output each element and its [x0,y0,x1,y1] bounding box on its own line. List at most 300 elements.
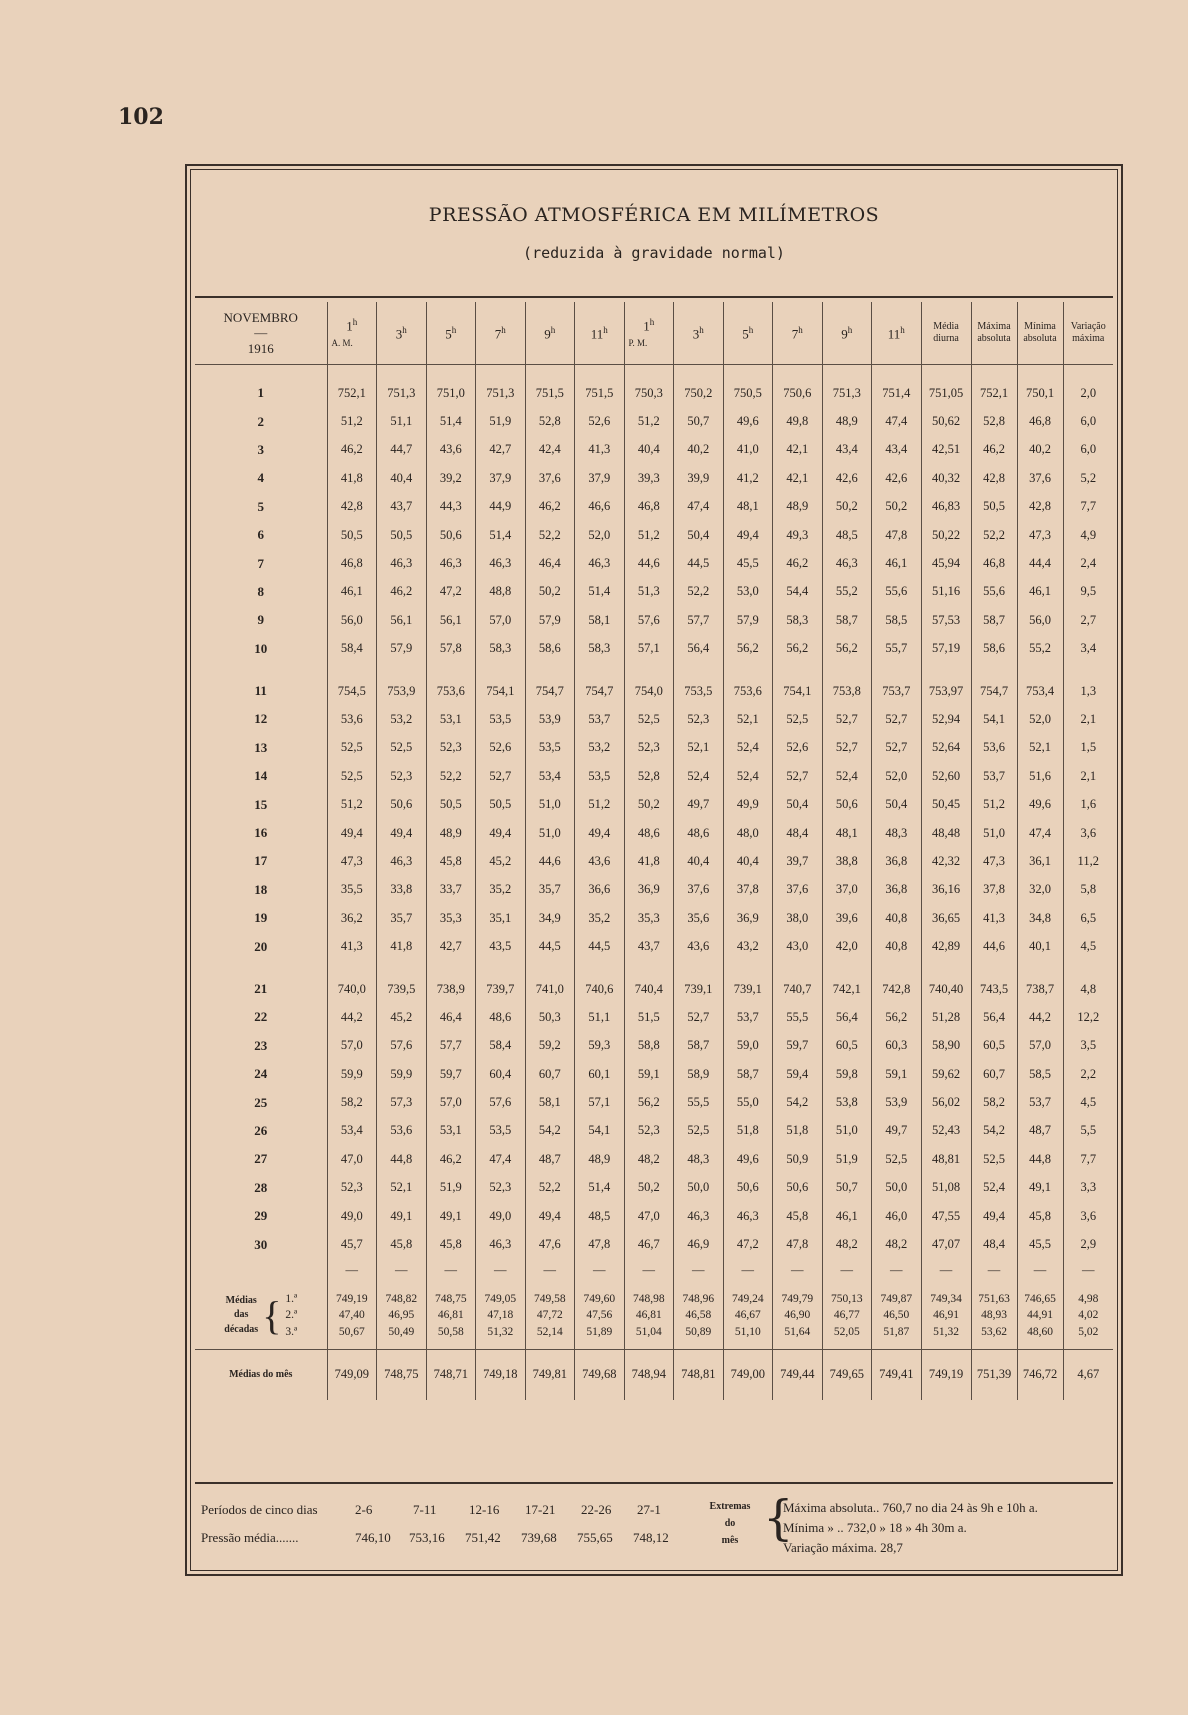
value-cell: 50,6 [723,1174,773,1202]
value-cell: 52,7 [674,1003,724,1031]
value-cell: 53,5 [476,1117,526,1145]
decade-value-cell [1017,1283,1063,1350]
value-cell: 47,3 [971,847,1017,875]
value-cell: 37,0 [822,876,872,904]
spacer-cell [1017,663,1063,677]
value-cell: 52,0 [575,521,625,549]
value-cell: 751,3 [822,379,872,407]
brace-icon: { [262,1292,282,1338]
value-cell: 35,2 [476,876,526,904]
table-row [195,847,1113,875]
month-mean-value: 749,19 [921,1349,971,1400]
value-cell: 742,8 [872,975,922,1003]
value-cell: 60,4 [476,1060,526,1088]
day-cell: 3 [257,441,264,457]
value-cell: 51,0 [971,819,1017,847]
value-cell: 50,2 [525,578,575,606]
value-cell: 35,7 [377,904,427,932]
decade-ordinals [285,1291,297,1341]
spacer-cell [921,961,971,975]
pressure-value: 746,10 [355,1530,391,1545]
day-cell: 23 [254,1037,268,1053]
hour-label: 5 [742,325,749,341]
month-means-label: Médias do mês [195,1349,327,1400]
value-cell: 39,7 [773,847,823,875]
value-cell: 50,4 [872,790,922,818]
value-cell: 43,4 [872,436,922,464]
dash-cell: — [773,1259,823,1283]
table-row [195,1174,1113,1202]
value-cell: 45,8 [377,1230,427,1258]
value-cell: 50,6 [822,790,872,818]
value-cell: 11,2 [1063,847,1113,875]
spacer-cell [525,663,575,677]
value-cell: 46,2 [525,493,575,521]
value-cell: 50,5 [426,790,476,818]
spacer-row [195,663,1113,677]
hour-suffix: h [900,324,905,335]
value-cell: 57,9 [525,606,575,634]
value-cell: 47,07 [921,1230,971,1258]
value-cell: 7,7 [1063,493,1113,521]
decade-value-cell [773,1283,823,1350]
value-cell: 34,9 [525,904,575,932]
value-cell: 40,2 [674,436,724,464]
value-cell: 56,4 [822,1003,872,1031]
value-cell: 40,4 [624,436,674,464]
value-cell: 59,3 [575,1032,625,1060]
value-cell: 60,7 [525,1060,575,1088]
value-cell: 2,9 [1063,1230,1113,1258]
value-cell: 46,3 [426,549,476,577]
day-cell: 21 [254,981,268,996]
decade-value: 749,05 [484,1292,517,1305]
value-cell: 753,5 [674,677,724,705]
hour-label: 9 [544,325,551,341]
dash-cell: — [822,1259,872,1283]
value-cell: 51,0 [525,790,575,818]
value-cell: 52,8 [624,762,674,790]
value-cell: 44,2 [1017,1003,1063,1031]
value-cell: 46,1 [1017,578,1063,606]
value-cell: 42,51 [921,436,971,464]
value-cell: 52,6 [476,734,526,762]
value-cell: 51,2 [575,790,625,818]
value-cell: 751,3 [377,379,427,407]
spacer-cell [476,663,526,677]
value-cell: 52,94 [921,705,971,733]
value-cell: 46,1 [327,578,377,606]
value-cell: 50,62 [921,407,971,435]
value-cell: 50,5 [327,521,377,549]
period-value: 12-16 [469,1502,500,1517]
value-cell: 56,2 [822,635,872,663]
spacer-cell [723,663,773,677]
spacer-row [195,365,1113,380]
dash-cell: — [476,1259,526,1283]
value-cell: 53,4 [525,762,575,790]
value-cell: 52,5 [327,734,377,762]
day-cell: 22 [254,1009,268,1025]
dash-row [195,1259,1113,1283]
value-cell: 50,6 [377,790,427,818]
value-cell: 32,0 [1017,876,1063,904]
value-cell: 56,0 [1017,606,1063,634]
table-row [195,1202,1113,1230]
month-mean-value: 748,81 [674,1349,724,1400]
spacer-cell [921,663,971,677]
day-cell: 30 [254,1236,268,1252]
value-cell: 53,4 [327,1117,377,1145]
value-cell: 741,0 [525,975,575,1003]
decade-value: 50,89 [685,1326,712,1339]
decade-value: 46,90 [784,1309,811,1322]
table-row [195,1145,1113,1173]
value-cell: 48,5 [575,1202,625,1230]
value-cell: 35,1 [476,904,526,932]
value-cell: 55,5 [773,1003,823,1031]
dash-cell: — [327,1259,377,1283]
value-cell: 60,7 [971,1060,1017,1088]
value-cell: 56,4 [674,635,724,663]
value-cell: 57,3 [377,1088,427,1116]
value-cell: 46,3 [822,549,872,577]
value-cell: 57,9 [377,635,427,663]
extremas-word: Extremas [709,1501,751,1512]
decade-label-word: Médias [225,1294,257,1306]
value-cell: 41,3 [971,904,1017,932]
month-mean-value: 751,39 [971,1349,1017,1400]
decade-value: 50,49 [388,1326,415,1339]
value-cell: 754,1 [476,677,526,705]
decade-value: 51,87 [883,1326,910,1339]
value-cell: 53,6 [327,705,377,733]
table-row [195,904,1113,932]
spacer-cell [377,663,427,677]
value-cell: 52,60 [921,762,971,790]
value-cell: 4,5 [1063,932,1113,960]
value-cell: 40,32 [921,464,971,492]
value-cell: 754,0 [624,677,674,705]
value-cell: 740,40 [921,975,971,1003]
value-cell: 743,5 [971,975,1017,1003]
value-cell: 52,5 [674,1117,724,1145]
value-cell: 57,53 [921,606,971,634]
value-cell: 51,4 [476,521,526,549]
value-cell: 752,1 [971,379,1017,407]
value-cell: 40,1 [1017,932,1063,960]
value-cell: 55,2 [822,578,872,606]
value-cell: 55,5 [674,1088,724,1116]
extremas-label [695,1498,765,1549]
value-cell: 41,3 [327,932,377,960]
dash-cell: — [1063,1259,1113,1283]
value-cell: 52,7 [773,762,823,790]
decade-value: 5,02 [1078,1326,1099,1339]
value-cell: 37,8 [723,876,773,904]
value-cell: 46,4 [525,549,575,577]
value-cell: 46,3 [723,1202,773,1230]
day-cell: 25 [254,1094,268,1110]
decade-value-cell [426,1283,476,1350]
table-row [195,1117,1113,1145]
value-cell: 52,43 [921,1117,971,1145]
day-cell: 17 [254,853,268,869]
value-cell: 54,1 [971,705,1017,733]
value-cell: 58,2 [327,1088,377,1116]
value-cell: 52,6 [773,734,823,762]
value-cell: 53,9 [525,705,575,733]
table-row [195,876,1113,904]
value-cell: 47,8 [773,1230,823,1258]
value-cell: 754,5 [327,677,377,705]
value-cell: 36,65 [921,904,971,932]
value-cell: 58,3 [575,635,625,663]
value-cell: 44,7 [377,436,427,464]
decade-value: 748,82 [385,1292,418,1305]
pressure-table [195,302,1113,1400]
value-cell: 35,7 [525,876,575,904]
value-cell: 58,7 [674,1032,724,1060]
decade-value: 748,75 [434,1292,467,1305]
value-cell: 49,6 [723,407,773,435]
period-value: 2-6 [355,1502,373,1517]
value-cell: 52,2 [426,762,476,790]
value-cell: 49,7 [674,790,724,818]
footer-divider [195,1482,1113,1484]
dash-cell: — [971,1259,1017,1283]
value-cell: 740,7 [773,975,823,1003]
value-cell: 40,4 [377,464,427,492]
value-cell: 51,2 [327,790,377,818]
value-cell: 41,2 [723,464,773,492]
value-cell: 44,4 [1017,549,1063,577]
header-dash: — [254,325,268,341]
decade-means-row [195,1283,1113,1350]
value-cell: 52,3 [624,1117,674,1145]
hour-header [822,302,872,365]
value-cell: 52,5 [327,762,377,790]
day-cell: 27 [254,1151,268,1167]
value-cell: 754,7 [525,677,575,705]
value-cell: 739,1 [674,975,724,1003]
value-cell: 52,0 [872,762,922,790]
value-cell: 58,6 [971,635,1017,663]
value-cell: 41,3 [575,436,625,464]
table-row [195,549,1113,577]
decade-value: 51,04 [635,1326,662,1339]
value-cell: 58,1 [525,1088,575,1116]
value-cell: 750,5 [723,379,773,407]
value-cell: 37,6 [773,876,823,904]
value-cell: 47,8 [575,1230,625,1258]
pressure-value: 755,65 [577,1530,613,1545]
spacer-row [195,961,1113,975]
value-cell: 752,1 [327,379,377,407]
value-cell: 751,3 [476,379,526,407]
value-cell: 49,4 [377,819,427,847]
decade-value-cell [525,1283,575,1350]
value-cell: 4,5 [1063,1088,1113,1116]
decade-value: 46,67 [734,1309,761,1322]
value-cell: 44,6 [624,549,674,577]
value-cell: 12,2 [1063,1003,1113,1031]
value-cell: 46,3 [476,549,526,577]
table-row [195,606,1113,634]
value-cell: 738,7 [1017,975,1063,1003]
value-cell: 52,64 [921,734,971,762]
value-cell: 53,1 [426,1117,476,1145]
min-line: Mínima » .. 732,0 » 18 » 4h 30m a. [783,1520,967,1535]
value-cell: 47,4 [872,407,922,435]
value-cell: 35,3 [624,904,674,932]
dash-cell: — [426,1259,476,1283]
value-cell: 49,4 [575,819,625,847]
value-cell: 42,8 [971,464,1017,492]
value-cell: 753,4 [1017,677,1063,705]
month-mean-value: 749,41 [872,1349,922,1400]
value-cell: 42,1 [773,436,823,464]
value-cell: 48,48 [921,819,971,847]
value-cell: 47,2 [426,578,476,606]
value-cell: 50,2 [624,1174,674,1202]
value-cell: 59,9 [377,1060,427,1088]
day-cell: 13 [254,739,268,755]
value-cell: 45,7 [327,1230,377,1258]
value-cell: 53,7 [723,1003,773,1031]
value-cell: 52,4 [822,762,872,790]
value-cell: 53,8 [822,1088,872,1116]
value-cell: 44,8 [377,1145,427,1173]
decade-value: 51,32 [933,1326,959,1339]
value-cell: 2,7 [1063,606,1113,634]
value-cell: 751,5 [575,379,625,407]
decade-value: 749,19 [335,1292,368,1305]
value-cell: 46,3 [476,1230,526,1258]
value-cell: 53,1 [426,705,476,733]
table-row [195,790,1113,818]
value-cell: 46,83 [921,493,971,521]
decade-value: 52,14 [536,1326,563,1339]
value-cell: 43,6 [426,436,476,464]
value-cell: 40,4 [674,847,724,875]
day-cell: 4 [257,470,264,486]
value-cell: 753,6 [426,677,476,705]
value-cell: 38,8 [822,847,872,875]
value-cell: 44,6 [525,847,575,875]
value-cell: 50,6 [426,521,476,549]
value-cell: 52,8 [971,407,1017,435]
value-cell: 740,6 [575,975,625,1003]
decade-value: 748,98 [632,1292,665,1305]
decade-value: 46,91 [933,1309,959,1322]
value-cell: 51,9 [822,1145,872,1173]
table-row [195,436,1113,464]
value-cell: 52,4 [723,762,773,790]
value-cell: 50,7 [822,1174,872,1202]
value-cell: 40,4 [723,847,773,875]
header-row [195,302,1113,365]
decade-value: 46,50 [883,1309,910,1322]
hour-header [624,302,674,365]
dash-cell: — [674,1259,724,1283]
value-cell: 51,0 [525,819,575,847]
decade-value-cell [476,1283,526,1350]
value-cell: 57,0 [476,606,526,634]
value-cell: 46,7 [624,1230,674,1258]
title-divider [195,296,1113,298]
value-cell: 52,7 [872,734,922,762]
hour-label: 3 [395,325,403,341]
value-cell: 6,0 [1063,436,1113,464]
value-cell: 40,8 [872,904,922,932]
spacer-cell [525,961,575,975]
value-cell: 45,2 [476,847,526,875]
hour-label: 1 [346,318,353,334]
value-cell: 34,8 [1017,904,1063,932]
value-cell: 49,0 [327,1202,377,1230]
month-mean-value: 749,18 [476,1349,526,1400]
value-cell: 45,8 [426,1230,476,1258]
spacer-cell [723,961,773,975]
hour-label: 11 [590,325,604,341]
value-cell: 58,3 [476,635,526,663]
pressure-value: 748,12 [633,1530,669,1545]
value-cell: 742,1 [822,975,872,1003]
table-row [195,407,1113,435]
value-cell: 52,7 [822,734,872,762]
day-cell: 28 [254,1179,268,1195]
value-cell: 52,6 [575,407,625,435]
value-cell: 55,2 [1017,635,1063,663]
value-cell: 55,0 [723,1088,773,1116]
value-cell: 753,7 [872,677,922,705]
spacer-cell [195,961,327,975]
value-cell: 4,9 [1063,521,1113,549]
value-cell: 48,2 [872,1230,922,1258]
value-cell: 52,7 [822,705,872,733]
value-cell: 52,2 [971,521,1017,549]
table-row [195,677,1113,705]
value-cell: 52,3 [426,734,476,762]
dash-cell: — [872,1259,922,1283]
day-cell: 14 [254,768,268,784]
hour-label: 5 [445,325,452,341]
value-cell: 51,28 [921,1003,971,1031]
value-cell: 50,0 [674,1174,724,1202]
decade-value: 48,93 [981,1309,1007,1322]
value-cell: 51,4 [575,1174,625,1202]
value-cell: 754,1 [773,677,823,705]
dash-cell: — [377,1259,427,1283]
month-mean-value: 748,75 [377,1349,427,1400]
value-cell: 51,8 [773,1117,823,1145]
value-cell: 754,7 [575,677,625,705]
hour-header [327,302,377,365]
value-cell: 52,1 [674,734,724,762]
value-cell: 48,7 [1017,1117,1063,1145]
value-cell: 738,9 [426,975,476,1003]
value-cell: 1,6 [1063,790,1113,818]
value-cell: 48,9 [426,819,476,847]
value-cell: 7,7 [1063,1145,1113,1173]
period-value: 27-1 [637,1502,661,1517]
value-cell: 50,5 [476,790,526,818]
day-cell: 12 [254,711,268,727]
spacer-cell [1063,663,1113,677]
value-cell: 52,2 [525,521,575,549]
month-mean-value: 749,09 [327,1349,377,1400]
